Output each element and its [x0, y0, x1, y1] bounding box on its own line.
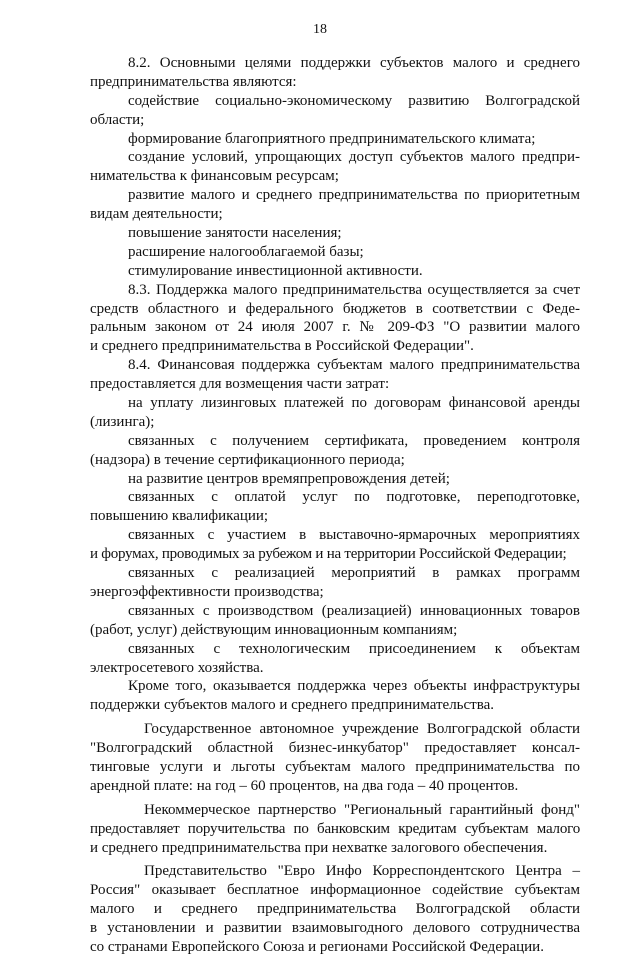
- text-line: и среднего предпринимательства при нехватке залогового обеспечения.: [90, 839, 548, 856]
- text-line: тинговые услуги и льготы субъектам малого предпринимательства по: [90, 758, 580, 775]
- text-line: со странами Европейского Союза и регионами Российской Федерации.: [90, 938, 544, 955]
- text-line: предоставляется для возмещения части затрат:: [90, 376, 390, 393]
- text-line: области;: [90, 111, 145, 128]
- text-line: электросетевого хозяйства.: [90, 659, 264, 676]
- text-line: "Волгоградский областной бизнес-инкубатор" предоставляет консал-: [90, 740, 580, 757]
- text-line: повышению квалификации;: [90, 508, 269, 525]
- text-line: содействие социально-экономическому развитию Волгоградской: [128, 92, 580, 109]
- text-line: (надзора) в течение сертификационного периода;: [90, 451, 405, 468]
- text-line: связанных с получением сертификата, проведением контроля: [128, 432, 580, 449]
- text-line: на уплату лизинговых платежей по договорам финансовой аренды: [128, 395, 580, 412]
- text-line: 8.2. Основными целями поддержки субъектов малого и среднего: [128, 55, 580, 71]
- text-line: в установлении и развитии взаимовыгодного делового сотрудничества: [90, 920, 580, 937]
- text-line: развитие малого и среднего предпринимательства по приоритетным: [128, 187, 580, 204]
- text-line: нимательства к финансовым ресурсам;: [90, 168, 339, 185]
- document-body: [90, 54, 580, 957]
- text-line: связанных с оплатой услуг по подготовке, переподготовке,: [128, 489, 580, 506]
- text-line: связанных с производством (реализацией) инновационных товаров: [128, 602, 580, 619]
- text-line: Представительство "Евро Инфо Корреспондентского Центра –: [144, 863, 580, 880]
- text-line: 8.3. Поддержка малого предпринимательства осуществляется за счет: [128, 281, 580, 298]
- text-line: и форумах, проводимых за рубежом и на территории Российской Федерации;: [90, 546, 567, 563]
- text-line: предпринимательства являются:: [90, 73, 297, 90]
- text-line: энергоэффективности производства;: [90, 583, 324, 600]
- text-line: (лизинга);: [90, 413, 155, 430]
- text-line: расширение налогооблагаемой базы;: [128, 243, 364, 260]
- text-line: Россия" оказывает бесплатное информационное содействие субъектам: [90, 882, 580, 899]
- text-line: ральным законом от 24 июля 2007 г. № 209-ФЗ "О развитии малого: [90, 319, 580, 336]
- text-line: видам деятельности;: [90, 206, 223, 223]
- text-line: Некоммерческое партнерство "Региональный гарантийный фонд": [144, 801, 580, 818]
- text-line: формирование благоприятного предпринимательского климата;: [128, 130, 536, 147]
- text-line: поддержки субъектов малого и среднего предпринимательства.: [90, 697, 495, 714]
- text-line: средств областного и федерального бюджетов в соответствии с Феде-: [90, 300, 580, 317]
- text-line: создание условий, упрощающих доступ субъектов малого предпри-: [128, 149, 580, 166]
- text-line: Кроме того, оказывается поддержка через объекты инфраструктуры: [128, 678, 580, 695]
- text-line: малого и среднего предпринимательства Волгоградской области: [90, 901, 580, 918]
- text-line: Государственное автономное учреждение Волгоградской области: [144, 721, 580, 738]
- text-line: связанных с технологическим присоединением к объектам: [128, 640, 580, 657]
- text-line: стимулирование инвестиционной активности.: [128, 262, 423, 279]
- text-line: арендной плате: на год – 60 процентов, на два года – 40 процентов.: [90, 777, 519, 794]
- text-line: повышение занятости населения;: [128, 225, 342, 242]
- text-line: и среднего предпринимательства в Российской Федерации".: [90, 338, 474, 355]
- text-line: предоставляет поручительства по банковским кредитам субъектам малого: [90, 820, 580, 837]
- text-line: (работ, услуг) действующим инновационным компаниям;: [90, 621, 458, 638]
- page-number: 18: [313, 22, 327, 37]
- text-line: связанных с реализацией мероприятий в рамках программ: [128, 565, 580, 582]
- text-line: на развитие центров времяпрепровождения детей;: [128, 470, 450, 487]
- text-line: 8.4. Финансовая поддержка субъектам малого предпринимательства: [128, 357, 580, 374]
- text-line: связанных с участием в выставочно-ярмарочных мероприятиях: [128, 527, 580, 544]
